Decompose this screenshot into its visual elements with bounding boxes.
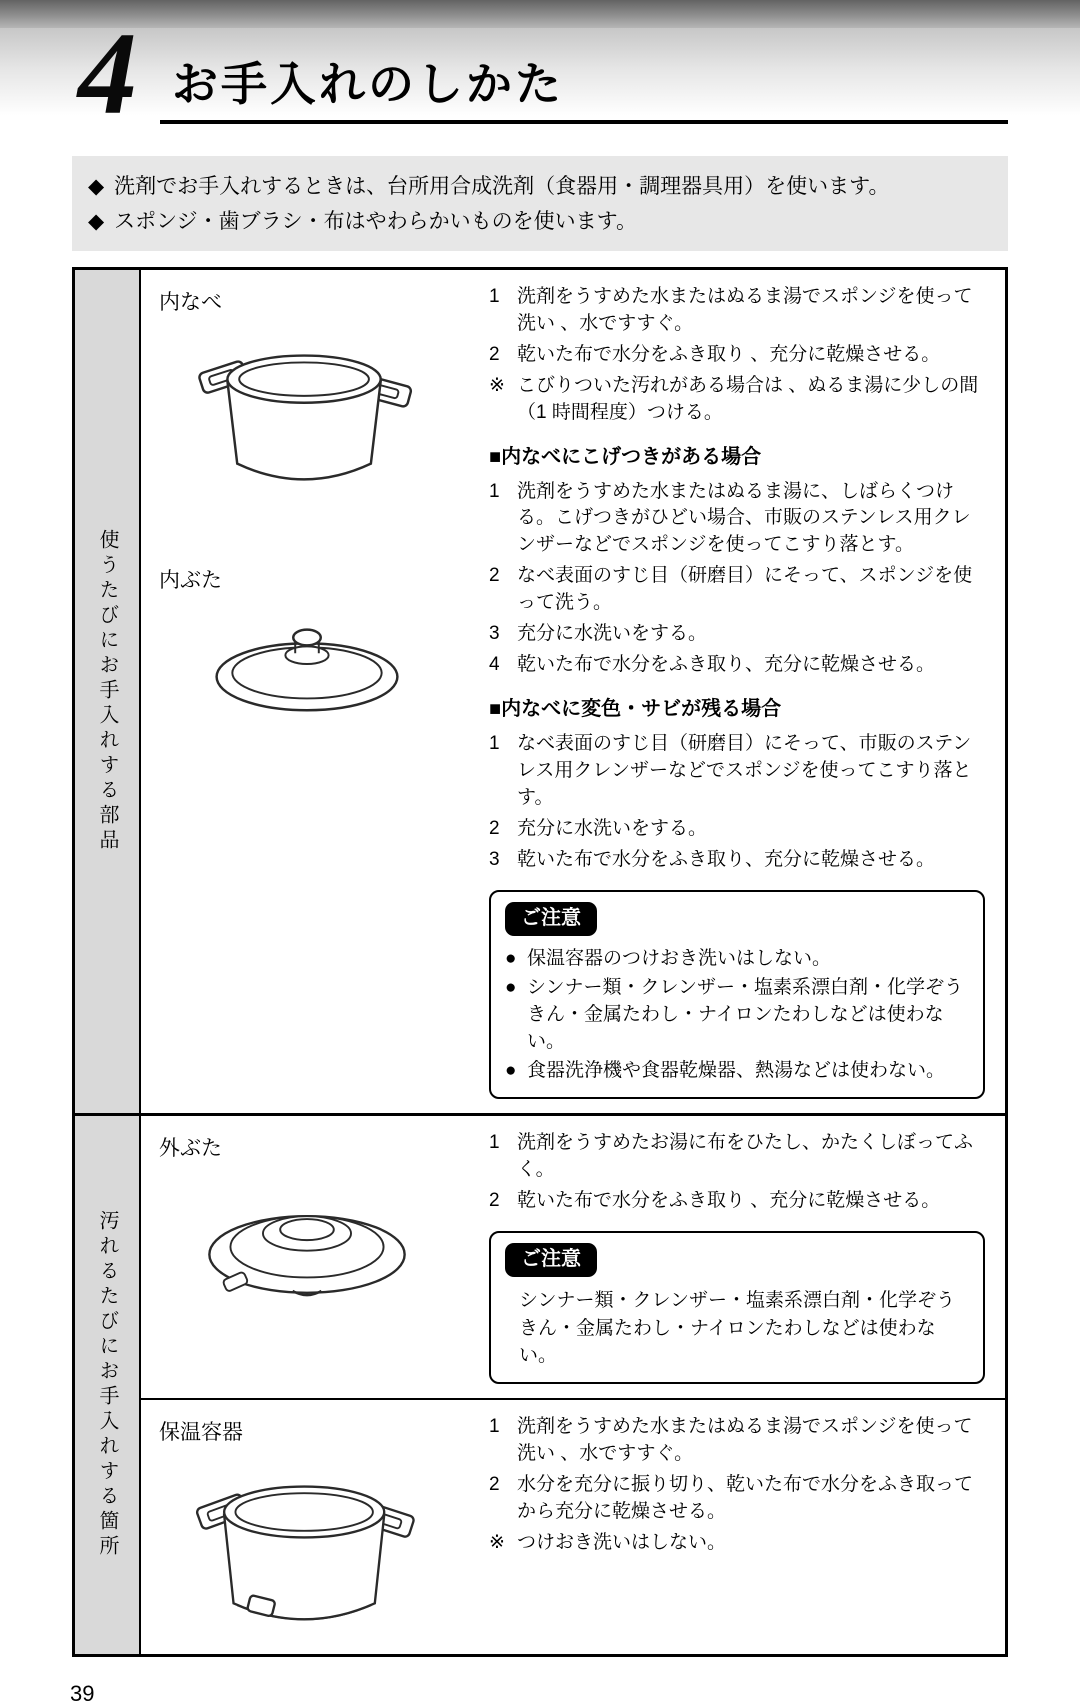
instruction-step [489,563,985,617]
title-band [0,8,1080,139]
title-underline [160,120,1008,124]
side-label-text: 使うたびにお手入れする部品 [96,529,118,855]
step-number: 2 [489,817,500,839]
step-text: 洗剤をうすめた水またはぬるま湯でスポンジを使って洗い 、水ですすぐ。 [517,286,973,335]
caution-item [505,1058,969,1085]
step-number: 2 [489,565,500,587]
step-number: 2 [489,1473,500,1495]
step-number: 1 [489,480,500,502]
diamond-bullet-icon: ◆ [88,175,105,198]
caution-box [489,890,985,1099]
circle-bullet-icon: ● [505,1059,517,1081]
step-text: 乾いた布で水分をふき取り、充分に乾燥させる。 [517,848,936,870]
note-marker: ※ [489,375,505,397]
inner-pot-illustration [194,330,420,502]
instructions-outer-lid [473,1113,1005,1398]
step-number: 1 [489,1131,500,1153]
instruction-step [489,1188,985,1215]
page-number: 39 [70,1680,95,1706]
step-number: 1 [489,286,500,308]
usage-notice-box [72,156,1008,251]
instruction-step [489,1130,985,1184]
part-outer-lid [147,1128,467,1310]
instruction-note [489,373,985,427]
instruction-step [489,847,985,874]
instruction-step [489,652,985,679]
care-table [72,267,1008,1656]
step-number: 3 [489,848,500,870]
notice-text: 洗剤でお手入れするときは、台所用合成洗剤（食器用・調理器具用）を使います。 [114,175,890,198]
notice-text: スポンジ・歯ブラシ・布はやわらかいものを使います。 [114,209,637,233]
caution-item [505,975,969,1056]
step-text: 充分に水洗いをする。 [517,623,708,645]
caution-text: シンナー類・クレンザー・塩素系漂白剤・化学ぞうきん・金属たわし・ナイロンたわしなどは使わない。 [527,976,964,1052]
step-list [489,479,985,680]
caution-text: シンナー類・クレンザー・塩素系漂白剤・化学ぞうきん・金属たわし・ナイロンたわしなどは使わない。 [519,1290,956,1367]
part-inner-pot [147,282,467,502]
header-gradient-bar [0,0,1080,28]
step-text: 充分に水洗いをする。 [517,817,708,839]
part-inner-lid [147,560,467,724]
circle-bullet-icon: ● [505,976,517,998]
step-number: 3 [489,623,500,645]
note-text: つけおき洗いはしない。 [517,1531,727,1553]
note-marker: ※ [489,1531,505,1553]
instruction-step [489,1414,985,1468]
step-list [489,284,985,427]
caution-item [505,946,969,973]
instruction-step [489,342,985,369]
caution-text: 食器洗浄機や食器乾燥器、熱湯などは使わない。 [527,1059,946,1081]
step-list [489,1130,985,1215]
caution-badge: ご注意 [505,902,597,936]
step-number: 1 [489,1415,500,1437]
step-text: 洗剤をうすめた水またはぬるま湯でスポンジを使って洗い 、水ですすぐ。 [517,1415,973,1464]
subheading-burnt-pot: ■内なべにこげつきがある場合 [489,446,762,469]
step-text: なべ表面のすじ目（研磨目）にそって、スポンジを使って洗う。 [517,565,973,614]
outer-lid-illustration [187,1176,427,1310]
side-label-text: 汚れるたびにお手入れする箇所 [96,1209,118,1560]
part-name: 保温容器 [159,1420,243,1444]
step-list [489,731,985,874]
instruction-step [489,816,985,843]
parts-column-every-use [141,270,473,1112]
step-text: 乾いた布で水分をふき取り 、充分に乾燥させる。 [517,1189,941,1211]
inner-lid-illustration [194,608,420,724]
side-label-every-use [75,270,141,1112]
instruction-step [489,621,985,648]
instruction-note [489,1530,985,1557]
step-text: 水分を充分に振り切り、乾いた布で水分をふき取ってから充分に乾燥させる。 [517,1473,974,1522]
note-text: こびりついた汚れがある場合は 、ぬるま湯に少しの間（1 時間程度）つける。 [517,375,979,424]
part-thermal-container [147,1412,467,1644]
subheading-discolored-pot: ■内なべに変色・サビが残る場合 [489,698,782,721]
part-name: 内ぶた [159,569,222,593]
instruction-step [489,731,985,812]
parts-column-outer-lid [141,1113,473,1398]
part-name: 外ぶた [159,1136,222,1160]
side-label-when-dirty [75,1113,141,1654]
part-name: 内なべ [159,291,222,315]
caution-badge: ご注意 [505,1243,597,1277]
caution-text: 保温容器のつけおき洗いはしない。 [527,947,832,969]
instruction-step [489,284,985,338]
step-number: 4 [489,654,500,676]
step-text: なべ表面のすじ目（研磨目）にそって、市販のステンレス用クレンザーなどでスポンジを使ってこすり落とす。 [517,732,972,808]
notice-item [88,170,988,205]
chapter-number: 4 [78,8,137,139]
instruction-step [489,1472,985,1526]
step-text: 洗剤をうすめた水またはぬるま湯に、しばらくつける。こげつきがひどい場合、市販のステンレス用クレンザーなどでスポンジを使ってこすり落とす。 [517,480,971,556]
caution-box [489,1231,985,1384]
circle-bullet-icon: ● [505,947,517,969]
step-text: 洗剤をうすめたお湯に布をひたし、かたくしぼってふく。 [517,1131,974,1180]
step-text: 乾いた布で水分をふき取り、充分に乾燥させる。 [517,654,936,676]
step-number: 2 [489,1189,500,1211]
page-title: お手入れのしかた [172,58,564,110]
instruction-step [489,479,985,560]
page-header [0,0,1080,139]
step-number: 2 [489,344,500,366]
instructions-thermal-container [473,1398,1005,1654]
step-number: 1 [489,732,500,754]
step-text: 乾いた布で水分をふき取り 、充分に乾燥させる。 [517,344,941,366]
parts-column-thermal-container [141,1398,473,1654]
step-list [489,1414,985,1557]
notice-item [88,205,988,240]
thermal-container-illustration [194,1460,420,1644]
instructions-every-use [473,270,1005,1112]
diamond-bullet-icon: ◆ [88,209,105,233]
